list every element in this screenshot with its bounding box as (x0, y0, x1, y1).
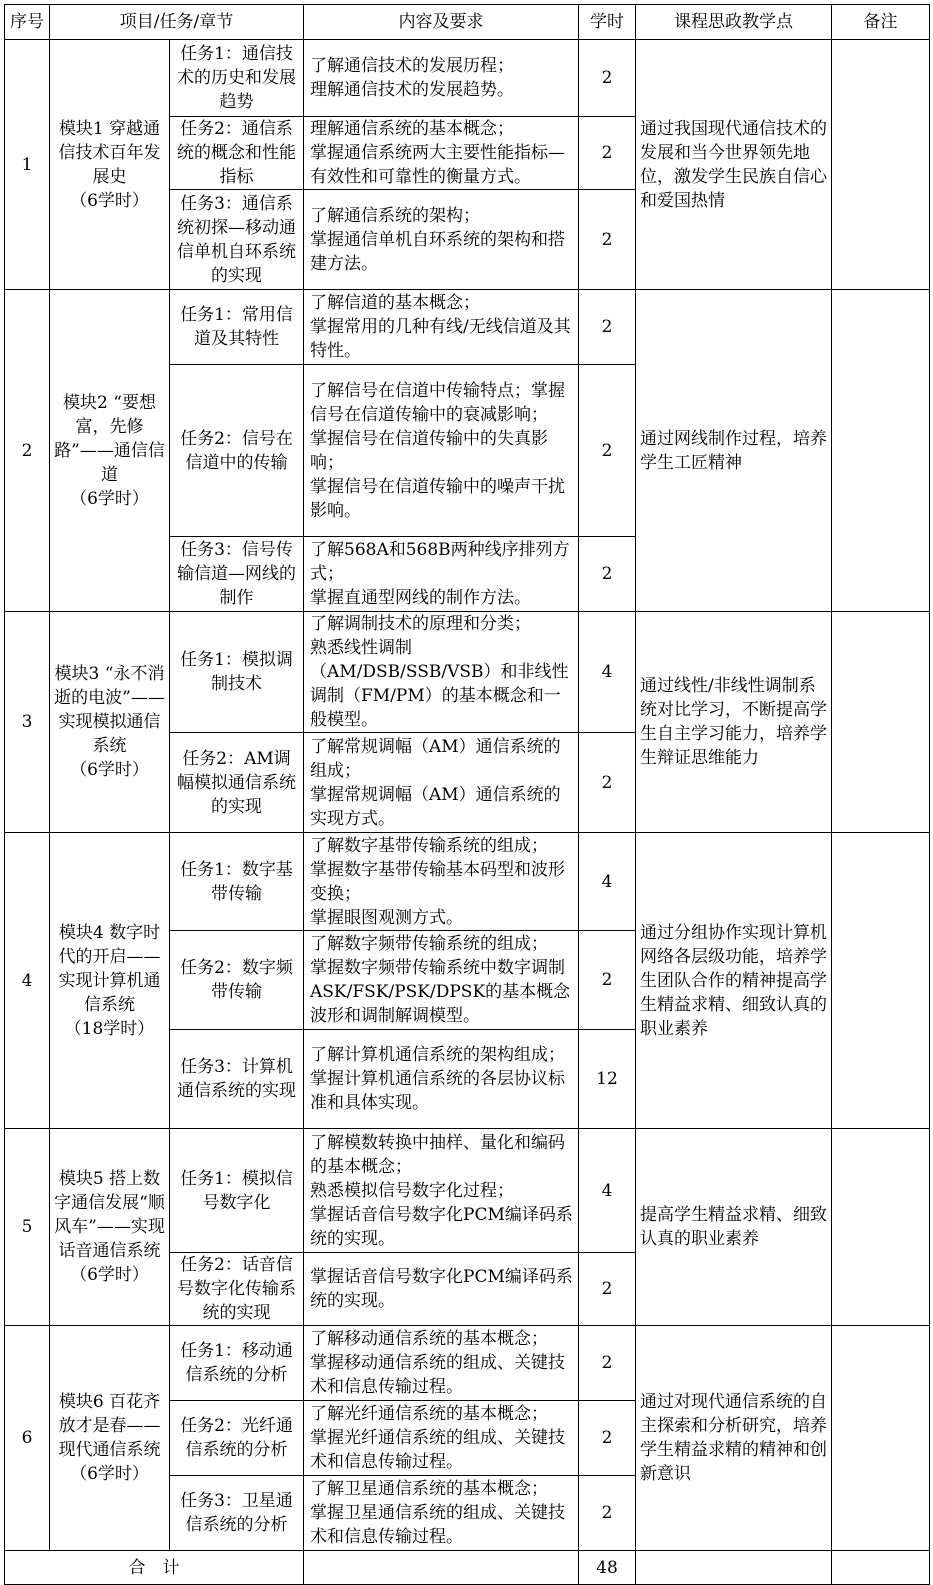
task-hours: 4 (579, 833, 636, 931)
table-row (5, 290, 930, 365)
task-name: 任务2：AM调幅模拟通信系统的实现 (170, 733, 304, 833)
table-row (5, 1129, 930, 1253)
task-hours: 4 (579, 612, 636, 733)
task-content: 了解568A和568B两种线序排列方式； 掌握直通型网线的制作方法。 (304, 537, 579, 612)
table-row (5, 833, 930, 931)
header-item: 项目/任务/章节 (50, 5, 304, 40)
module-remark (832, 40, 930, 290)
task-content: 了解模数转换中抽样、量化和编码的基本概念； 熟悉模拟信号数字化过程； 掌握话音信号数字化PCM编译码系统的实现。 (304, 1129, 579, 1253)
module-title: 模块6 百花齐放才是春——现代通信系统 （6学时） (50, 1326, 170, 1551)
module-title: 模块4 数字时代的开启——实现计算机通信系统 （18学时） (50, 833, 170, 1129)
syllabus-table (4, 4, 930, 1585)
task-content: 了解数字频带传输系统的组成； 掌握数字频带传输系统中数字调制ASK/FSK/PSK/DPSK的基本概念波形和调制解调模型。 (304, 931, 579, 1030)
task-content: 了解卫星通信系统的基本概念； 掌握卫星通信系统的组成、关键技术和信息传输过程。 (304, 1476, 579, 1551)
task-content: 了解计算机通信系统的架构组成； 掌握计算机通信系统的各层协议标准和具体实现。 (304, 1030, 579, 1129)
task-name: 任务2：信号在信道中的传输 (170, 365, 304, 537)
header-remark: 备注 (832, 5, 930, 40)
total-content-empty (304, 1551, 579, 1585)
module-remark (832, 290, 930, 612)
header-ideology: 课程思政教学点 (636, 5, 832, 40)
module-title: 模块2 “要想富，先修路”——通信信道 （6学时） (50, 290, 170, 612)
task-name: 任务2：光纤通信系统的分析 (170, 1401, 304, 1476)
task-name: 任务2：数字频带传输 (170, 931, 304, 1030)
module-ideology: 通过分组协作实现计算机网络各层级功能，培养学生团队合作的精神提高学生精益求精、细致认真的职业素养 (636, 833, 832, 1129)
task-hours: 2 (579, 733, 636, 833)
task-content: 了解光纤通信系统的基本概念； 掌握光纤通信系统的组成、关键技术和信息传输过程。 (304, 1401, 579, 1476)
total-row (5, 1551, 930, 1585)
task-content: 了解信号在信道中传输特点；掌握信号在信道传输中的衰减影响； 掌握信号在信道传输中的失真影响； 掌握信号在信道传输中的噪声干扰影响。 (304, 365, 579, 537)
module-number: 4 (5, 833, 50, 1129)
header-hours: 学时 (579, 5, 636, 40)
module-ideology: 通过对现代通信系统的自主探索和分析研究，培养学生精益求精的精神和创新意识 (636, 1326, 832, 1551)
total-ideology-empty (636, 1551, 832, 1585)
module-ideology: 通过我国现代通信技术的发展和当今世界领先地位，激发学生民族自信心和爱国热情 (636, 40, 832, 290)
task-content: 了解通信系统的架构； 掌握通信单机自环系统的架构和搭建方法。 (304, 190, 579, 290)
module-remark (832, 612, 930, 833)
task-hours: 2 (579, 365, 636, 537)
header-row (5, 5, 930, 40)
task-name: 任务2：通信系统的概念和性能指标 (170, 117, 304, 190)
header-content: 内容及要求 (304, 5, 579, 40)
task-name: 任务1：通信技术的历史和发展趋势 (170, 40, 304, 117)
task-content: 理解通信系统的基本概念； 掌握通信系统两大主要性能指标—有效性和可靠性的衡量方式。 (304, 117, 579, 190)
task-name: 任务3：信号传输信道—网线的制作 (170, 537, 304, 612)
module-title: 模块1 穿越通信技术百年发展史 （6学时） (50, 40, 170, 290)
module-ideology: 提高学生精益求精、细致认真的职业素养 (636, 1129, 832, 1326)
task-hours: 2 (579, 1401, 636, 1476)
module-ideology: 通过网线制作过程，培养学生工匠精神 (636, 290, 832, 612)
total-hours: 48 (579, 1551, 636, 1585)
task-content: 了解信道的基本概念； 掌握常用的几种有线/无线信道及其特性。 (304, 290, 579, 365)
task-name: 任务3：通信系统初探—移动通信单机自环系统的实现 (170, 190, 304, 290)
task-hours: 2 (579, 931, 636, 1030)
task-name: 任务1：移动通信系统的分析 (170, 1326, 304, 1401)
task-hours: 2 (579, 290, 636, 365)
task-hours: 2 (579, 1326, 636, 1401)
task-hours: 2 (579, 190, 636, 290)
task-hours: 4 (579, 1129, 636, 1253)
task-hours: 2 (579, 537, 636, 612)
task-name: 任务1：模拟信号数字化 (170, 1129, 304, 1253)
module-number: 1 (5, 40, 50, 290)
task-hours: 2 (579, 117, 636, 190)
task-hours: 12 (579, 1030, 636, 1129)
task-content: 了解常规调幅（AM）通信系统的组成； 掌握常规调幅（AM）通信系统的实现方式。 (304, 733, 579, 833)
module-remark (832, 1129, 930, 1326)
task-name: 任务1：数字基带传输 (170, 833, 304, 931)
task-hours: 2 (579, 1253, 636, 1326)
module-ideology: 通过线性/非线性调制系统对比学习，不断提高学生自主学习能力，培养学生辩证思维能力 (636, 612, 832, 833)
module-number: 5 (5, 1129, 50, 1326)
task-name: 任务1：常用信道及其特性 (170, 290, 304, 365)
task-name: 任务3：计算机通信系统的实现 (170, 1030, 304, 1129)
task-content: 了解数字基带传输系统的组成； 掌握数字基带传输基本码型和波形变换； 掌握眼图观测方式。 (304, 833, 579, 931)
module-title: 模块5 搭上数字通信发展“顺风车”——实现话音通信系统 （6学时） (50, 1129, 170, 1326)
table-row (5, 40, 930, 117)
module-number: 3 (5, 612, 50, 833)
task-content: 了解通信技术的发展历程； 理解通信技术的发展趋势。 (304, 40, 579, 117)
task-name: 任务2：话音信号数字化传输系统的实现 (170, 1253, 304, 1326)
task-hours: 2 (579, 1476, 636, 1551)
module-number: 6 (5, 1326, 50, 1551)
total-label: 合 计 (5, 1551, 304, 1585)
task-content: 掌握话音信号数字化PCM编译码系统的实现。 (304, 1253, 579, 1326)
task-content: 了解调制技术的原理和分类； 熟悉线性调制（AM/DSB/SSB/VSB）和非线性调制（FM/PM）的基本概念和一般模型。 (304, 612, 579, 733)
module-remark (832, 833, 930, 1129)
module-number: 2 (5, 290, 50, 612)
module-title: 模块3 “永不消逝的电波”——实现模拟通信系统 （6学时） (50, 612, 170, 833)
task-hours: 2 (579, 40, 636, 117)
task-content: 了解移动通信系统的基本概念； 掌握移动通信系统的组成、关键技术和信息传输过程。 (304, 1326, 579, 1401)
task-name: 任务1：模拟调制技术 (170, 612, 304, 733)
task-name: 任务3：卫星通信系统的分析 (170, 1476, 304, 1551)
table-row (5, 1326, 930, 1401)
header-no: 序号 (5, 5, 50, 40)
table-row (5, 612, 930, 733)
module-remark (832, 1326, 930, 1551)
total-remark-empty (832, 1551, 930, 1585)
